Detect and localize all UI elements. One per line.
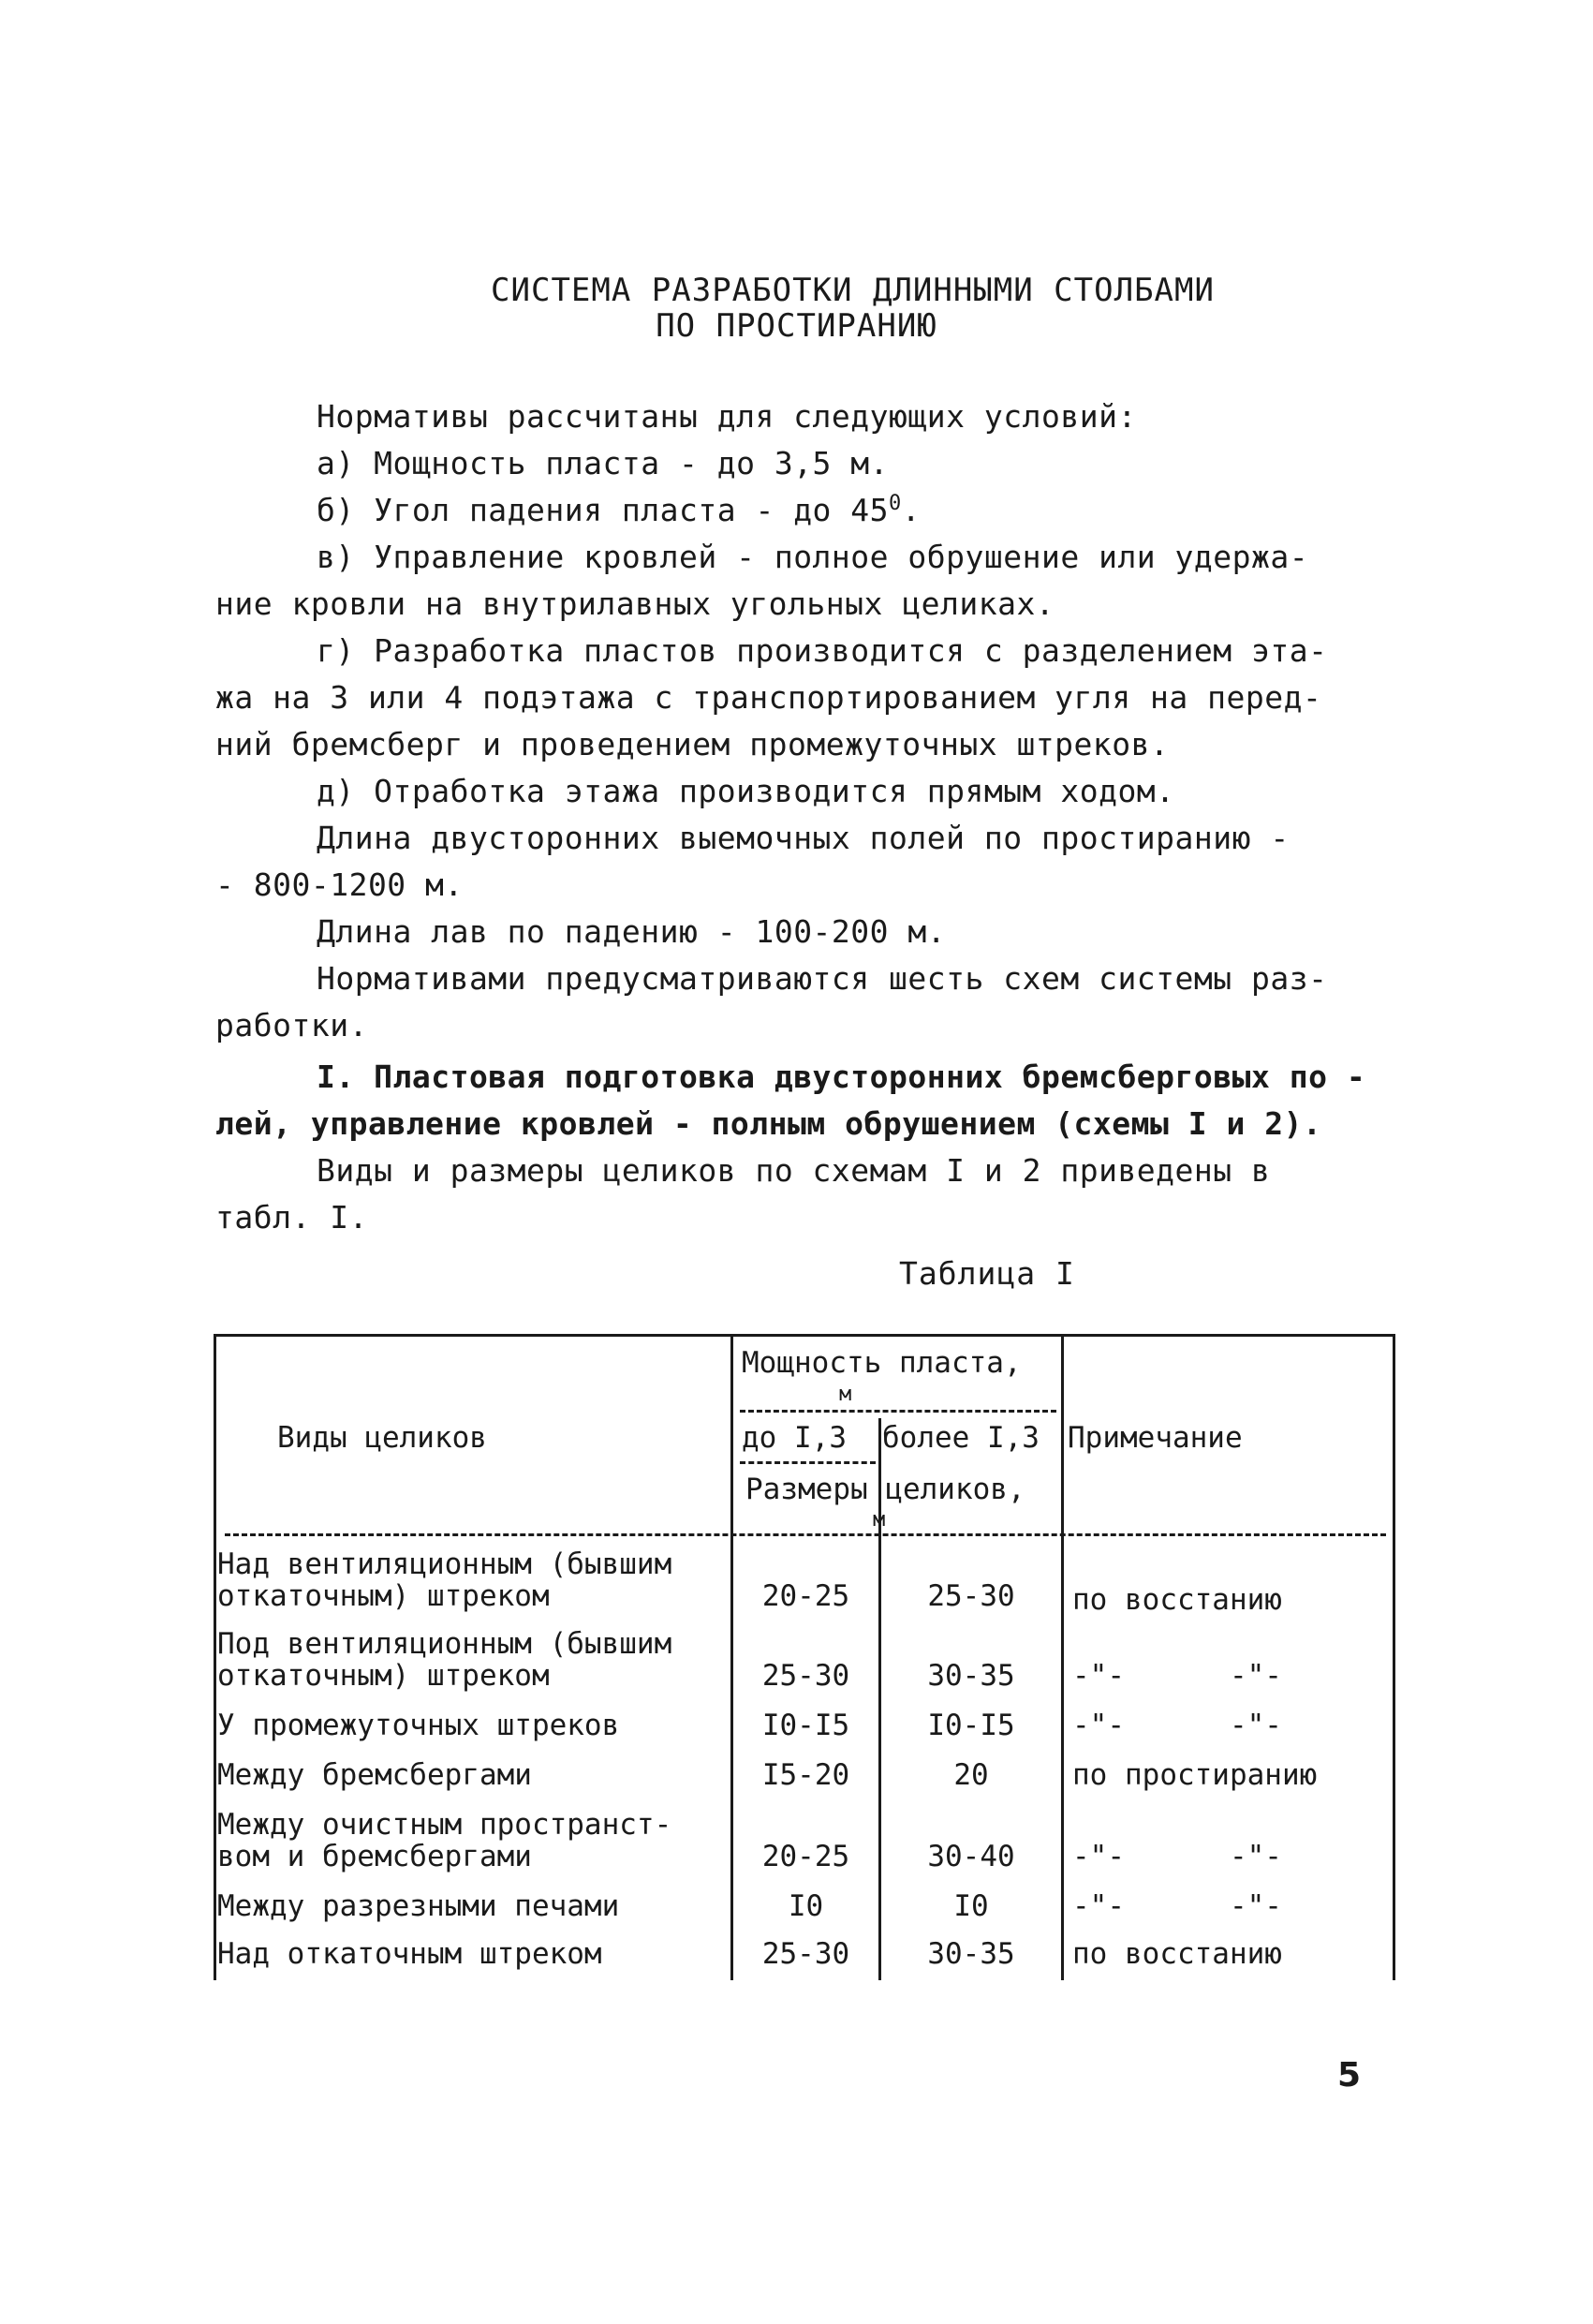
row-name-line1: Под вентиляционным (бывшим xyxy=(217,1627,672,1661)
row-name-line2: откаточным) штреком xyxy=(217,1659,550,1693)
table-top-border xyxy=(214,1334,1395,1337)
table-right-border xyxy=(1393,1334,1395,1980)
row-note: -"- -"- xyxy=(1072,1840,1282,1873)
header-col-types: Виды целиков xyxy=(277,1421,487,1455)
col-divider-3 xyxy=(1061,1334,1064,1980)
row-name-line1: Между разрезными печами xyxy=(217,1889,620,1923)
row-note: -"- -"- xyxy=(1072,1659,1282,1693)
heading-line-2: ПО ПРОСТИРАНИЮ xyxy=(656,307,937,345)
header-dash-bottom xyxy=(225,1533,1386,1536)
row-name-line2: вом и бремсбергами xyxy=(217,1840,532,1873)
para-norm-line2: работки. xyxy=(215,1007,368,1044)
section-1-line1: I. Пластовая подготовка двусторонних бремсберговых по - xyxy=(317,1058,1366,1095)
row-note: по восстанию xyxy=(1072,1583,1282,1617)
para-b xyxy=(317,492,921,528)
row-value-more: 30-40 xyxy=(927,1840,1015,1873)
heading-line-1: СИСТЕМА РАЗРАБОТКИ ДЛИННЫМИ СТОЛБАМИ xyxy=(491,272,1215,309)
row-value-more: I0-I5 xyxy=(927,1709,1015,1742)
row-name-line1: У промежуточных штреков xyxy=(217,1709,620,1742)
row-value-upto: 20-25 xyxy=(761,1579,850,1613)
row-value-more: I0 xyxy=(953,1889,989,1923)
para-vid-line1: Виды и размеры целиков по схемам I и 2 приведены в xyxy=(317,1152,1271,1189)
header-thickness-unit: м xyxy=(839,1383,852,1406)
para-a: а) Мощность пласта - до 3,5 м. xyxy=(317,445,890,481)
table-left-border xyxy=(214,1334,216,1980)
row-value-more: 20 xyxy=(953,1758,989,1792)
row-name-line1: Между очистным пространст- xyxy=(217,1808,672,1842)
para-d: д) Отработка этажа производится прямым ходом. xyxy=(317,773,1175,809)
row-value-more: 30-35 xyxy=(927,1937,1015,1971)
row-value-upto: 25-30 xyxy=(761,1659,850,1693)
row-name-line1: Над откаточным штреком xyxy=(217,1937,602,1971)
row-name-line1: Над вентиляционным (бывшим xyxy=(217,1547,672,1581)
header-sub-up-to: до I,3 xyxy=(742,1421,847,1455)
row-value-upto: 20-25 xyxy=(761,1840,850,1873)
header-dash-2 xyxy=(740,1461,876,1464)
para-g-line1: г) Разработка пластов производится с разделением эта- xyxy=(317,632,1328,669)
para-length-line2: - 800-1200 м. xyxy=(215,866,464,903)
para-g-line3: ний бремсберг и проведением промежуточных штреков. xyxy=(215,726,1170,762)
row-value-upto: 25-30 xyxy=(761,1937,850,1971)
para-b-text: б) Угол падения пласта - до 45 xyxy=(317,492,890,528)
row-value-more: 25-30 xyxy=(927,1579,1015,1613)
para-intro: Нормативы рассчитаны для следующих условий: xyxy=(317,398,1137,435)
header-sizes: Размеры целиков, xyxy=(745,1473,1025,1506)
header-dash-1 xyxy=(740,1410,1056,1413)
row-note: -"- -"- xyxy=(1072,1889,1282,1923)
para-g-line2: жа на 3 или 4 подэтажа с транспортированием угля на перед- xyxy=(215,679,1322,716)
para-b-degree: 0 xyxy=(889,492,902,515)
row-name-line2: откаточным) штреком xyxy=(217,1579,550,1613)
row-name-line1: Между бремсбергами xyxy=(217,1758,532,1792)
header-col-note: Примечание xyxy=(1068,1421,1243,1455)
section-1-line2: лей, управление кровлей - полным обрушением (схемы I и 2). xyxy=(215,1105,1322,1142)
header-thickness: Мощность пласта, xyxy=(742,1346,1022,1380)
para-length-line1: Длина двусторонних выемочных полей по простиранию - xyxy=(317,820,1290,856)
para-norm-line1: Нормативами предусматриваются шесть схем системы раз- xyxy=(317,960,1328,997)
header-sub-more: более I,3 xyxy=(882,1421,1040,1455)
row-note: по восстанию xyxy=(1072,1937,1282,1971)
row-value-more: 30-35 xyxy=(927,1659,1015,1693)
para-vid-line2: табл. I. xyxy=(215,1199,368,1236)
page-number: 5 xyxy=(1337,2056,1362,2095)
row-note: -"- -"- xyxy=(1072,1709,1282,1742)
header-sizes-unit: м xyxy=(873,1508,886,1532)
para-v-line1: в) Управление кровлей - полное обрушение или удержа- xyxy=(317,539,1309,575)
para-v-line2: ние кровли на внутрилавных угольных целиках. xyxy=(215,585,1055,622)
para-lav: Длина лав по падению - 100-200 м. xyxy=(317,913,947,950)
para-b-end: . xyxy=(901,492,922,528)
table-caption: Таблица I xyxy=(899,1255,1075,1292)
col-divider-1 xyxy=(730,1334,733,1980)
row-value-upto: I0 xyxy=(788,1889,824,1923)
row-value-upto: I5-20 xyxy=(761,1758,850,1792)
row-value-upto: I0-I5 xyxy=(761,1709,850,1742)
row-note: по простиранию xyxy=(1072,1758,1318,1792)
